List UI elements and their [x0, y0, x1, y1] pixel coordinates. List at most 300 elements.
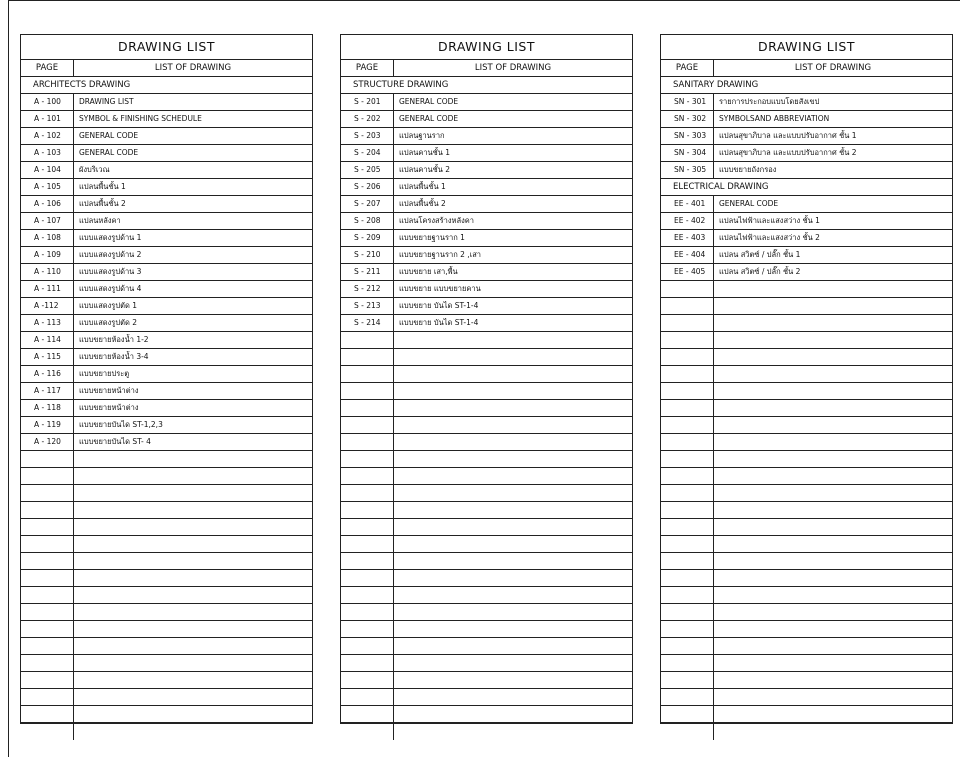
page-number-cell: [21, 638, 74, 654]
drawing-row: [21, 264, 312, 281]
empty-row: [341, 689, 632, 706]
page-number-cell: [661, 570, 714, 586]
page-number-cell: [21, 604, 74, 620]
drawing-name-cell: [714, 723, 952, 740]
drawing-name-cell: [394, 621, 632, 637]
drawing-name-cell: แบบขยาย บันได ST-1-4: [399, 301, 479, 310]
drawing-name-cell: แบบขยายหน้าต่าง: [79, 403, 139, 412]
page-number-cell: [21, 706, 74, 722]
drawing-name-cell: GENERAL CODE: [399, 114, 459, 123]
empty-row: [341, 451, 632, 468]
empty-row: [341, 366, 632, 383]
empty-row: [21, 604, 312, 621]
page-number-cell: [21, 621, 74, 637]
drawing-name-cell: [714, 502, 952, 518]
drawing-name-cell: [714, 451, 952, 467]
page-number-cell: [661, 400, 714, 416]
empty-row: [341, 417, 632, 434]
page-number-cell: EE - 404: [661, 247, 714, 263]
drawing-name-cell: แบบขยายฐานราก 2 ,เสา: [399, 250, 482, 259]
page-number-cell: [341, 638, 394, 654]
drawing-name-cell: [74, 604, 312, 620]
page-number-cell: [661, 621, 714, 637]
empty-row: [341, 604, 632, 621]
empty-row: [341, 502, 632, 519]
table-header-row: [341, 60, 632, 77]
drawing-row: [21, 247, 312, 264]
page-number-cell: [661, 298, 714, 314]
page-number-cell: S - 208: [341, 213, 394, 229]
page-number-cell: [661, 417, 714, 433]
page-number-cell: [21, 485, 74, 501]
drawing-name-cell: [74, 519, 312, 535]
page-number-cell: S - 211: [341, 264, 394, 280]
drawing-name-cell: [394, 706, 632, 722]
drawing-name-cell: [714, 417, 952, 433]
page-number-cell: A - 104: [21, 162, 74, 178]
empty-row: [341, 400, 632, 417]
list-of-drawing-column-header: LIST OF DRAWING: [794, 63, 872, 73]
drawing-name-cell: [714, 536, 952, 552]
page-number-cell: [341, 604, 394, 620]
drawing-name-cell: [74, 570, 312, 586]
page-number-cell: [341, 332, 394, 348]
page-number-cell: S - 209: [341, 230, 394, 246]
sheet-title: DRAWING LIST: [661, 35, 952, 60]
drawing-row: [341, 281, 632, 298]
empty-row: [21, 451, 312, 468]
page-number-cell: S - 212: [341, 281, 394, 297]
drawing-name-cell: แบบแสดงรูปด้าน 2: [79, 250, 142, 259]
drawing-name-cell: [714, 400, 952, 416]
drawing-name-cell: [74, 536, 312, 552]
empty-row: [21, 587, 312, 604]
drawing-name-cell: [714, 655, 952, 671]
page-number-cell: [661, 536, 714, 552]
drawing-name-cell: [714, 468, 952, 484]
drawing-row: [661, 162, 952, 179]
page-number-cell: EE - 405: [661, 264, 714, 280]
page-number-cell: EE - 403: [661, 230, 714, 246]
page-number-cell: A - 107: [21, 213, 74, 229]
empty-row: [21, 621, 312, 638]
drawing-name-cell: แปลนสุขาภิบาล และแบบปรับอากาศ ชั้น 2: [719, 148, 857, 157]
drawing-name-cell: [394, 366, 632, 382]
page-number-cell: [341, 587, 394, 603]
page-number-cell: [661, 689, 714, 705]
page-number-cell: [661, 468, 714, 484]
page-number-cell: [341, 672, 394, 688]
empty-row: [341, 672, 632, 689]
page-number-cell: SN - 302: [661, 111, 714, 127]
drawing-row: [341, 196, 632, 213]
page-number-cell: A - 110: [21, 264, 74, 280]
drawing-name-cell: แบบขยายห้องน้ำ 3-4: [79, 352, 149, 361]
empty-row: [661, 315, 952, 332]
drawing-name-cell: แปลนพื้นชั้น 1: [79, 182, 126, 191]
empty-row: [21, 638, 312, 655]
section-heading: STRUCTURE DRAWING: [353, 80, 449, 90]
page-number-cell: S - 206: [341, 179, 394, 195]
drawing-name-cell: แปลนพื้นชั้น 2: [79, 199, 126, 208]
drawing-name-cell: [714, 315, 952, 331]
drawing-row: [661, 196, 952, 213]
page-number-cell: [21, 587, 74, 603]
page-number-cell: S - 201: [341, 94, 394, 110]
drawing-row: [21, 230, 312, 247]
drawing-name-cell: แปลน สวิตซ์ / ปลั๊ก ชั้น 2: [719, 267, 801, 276]
drawing-name-cell: [714, 349, 952, 365]
page-number-cell: A - 108: [21, 230, 74, 246]
drawing-name-cell: แบบแสดงรูปด้าน 3: [79, 267, 142, 276]
empty-row: [341, 383, 632, 400]
drawing-name-cell: [394, 434, 632, 450]
drawing-name-cell: แปลนโครงสร้างหลังคา: [399, 216, 474, 225]
drawing-name-cell: รายการประกอบแบบโดยสังเขป: [719, 97, 820, 106]
empty-row: [341, 536, 632, 553]
drawing-name-cell: [394, 417, 632, 433]
page-number-cell: SN - 305: [661, 162, 714, 178]
drawing-row: [21, 298, 312, 315]
page-number-cell: SN - 303: [661, 128, 714, 144]
page-number-cell: S - 207: [341, 196, 394, 212]
drawing-name-cell: [394, 604, 632, 620]
page-number-cell: [341, 400, 394, 416]
drawing-row: [21, 332, 312, 349]
drawing-name-cell: [74, 621, 312, 637]
section-heading: ARCHITECTS DRAWING: [33, 80, 131, 90]
page-number-cell: [341, 349, 394, 365]
drawing-name-cell: [714, 281, 952, 297]
drawing-name-cell: [394, 332, 632, 348]
drawing-name-cell: แบบขยายบันได ST-1,2,3: [79, 420, 163, 429]
page-number-cell: [661, 672, 714, 688]
drawing-name-cell: GENERAL CODE: [79, 131, 139, 140]
table-header-row: [661, 60, 952, 77]
empty-row: [661, 281, 952, 298]
section-heading-row: [661, 179, 952, 196]
empty-row: [21, 655, 312, 672]
drawing-name-cell: [74, 706, 312, 722]
empty-row: [661, 689, 952, 706]
empty-row: [21, 485, 312, 502]
page-number-cell: A - 114: [21, 332, 74, 348]
drawing-name-cell: [714, 570, 952, 586]
page-number-cell: [661, 604, 714, 620]
section-heading-row: [21, 77, 312, 94]
empty-row: [21, 570, 312, 587]
drawing-name-cell: แปลนคานชั้น 1: [399, 148, 451, 157]
drawing-name-cell: SYMBOL & FINISHING SCHEDULE: [79, 114, 202, 123]
drawing-row: [341, 213, 632, 230]
drawing-name-cell: แบบขยาย เสา,พื้น: [399, 267, 458, 276]
page-number-cell: [341, 655, 394, 671]
page-number-cell: [341, 553, 394, 569]
empty-row: [661, 417, 952, 434]
drawing-row: [661, 111, 952, 128]
drawing-name-cell: [74, 485, 312, 501]
page-frame-left: [8, 0, 9, 757]
drawing-name-cell: [714, 604, 952, 620]
empty-row: [661, 570, 952, 587]
page-number-cell: [661, 451, 714, 467]
page-number-cell: [21, 570, 74, 586]
empty-row: [341, 519, 632, 536]
empty-row: [661, 451, 952, 468]
page-number-cell: A - 116: [21, 366, 74, 382]
drawing-name-cell: GENERAL CODE: [719, 199, 779, 208]
empty-row: [661, 485, 952, 502]
page-number-cell: A - 102: [21, 128, 74, 144]
drawing-name-cell: แบบแสดงรูปตัด 1: [79, 301, 137, 310]
empty-row: [341, 655, 632, 672]
page-number-cell: [341, 468, 394, 484]
page-number-cell: A - 101: [21, 111, 74, 127]
empty-row: [21, 553, 312, 570]
drawing-name-cell: [74, 638, 312, 654]
drawing-row: [21, 111, 312, 128]
page-number-cell: [661, 723, 714, 740]
drawing-row: [341, 264, 632, 281]
drawing-name-cell: [74, 587, 312, 603]
drawing-name-cell: [394, 655, 632, 671]
page-number-cell: [341, 434, 394, 450]
drawing-name-cell: แบบขยาย แบบขยายคาน: [399, 284, 481, 293]
drawing-row: [661, 247, 952, 264]
drawing-name-cell: แบบขยายบันได ST- 4: [79, 437, 151, 446]
drawing-name-cell: [394, 536, 632, 552]
page-number-cell: [661, 281, 714, 297]
drawing-name-cell: [714, 553, 952, 569]
page-number-cell: A - 109: [21, 247, 74, 263]
page-number-cell: [661, 655, 714, 671]
drawing-row: [21, 145, 312, 162]
empty-row: [21, 502, 312, 519]
empty-row: [661, 723, 952, 740]
empty-row: [21, 689, 312, 706]
drawing-name-cell: [714, 638, 952, 654]
drawing-row: [661, 145, 952, 162]
drawing-name-cell: [394, 570, 632, 586]
page-number-cell: [661, 706, 714, 722]
drawing-name-cell: [394, 587, 632, 603]
page-number-cell: [661, 315, 714, 331]
drawing-name-cell: [714, 706, 952, 722]
empty-row: [661, 298, 952, 315]
drawing-name-cell: แปลนไฟฟ้าและแสงสว่าง ชั้น 2: [719, 233, 820, 242]
drawing-name-cell: ผังบริเวณ: [79, 165, 110, 174]
empty-row: [661, 383, 952, 400]
drawing-row: [341, 94, 632, 111]
page-number-cell: [661, 332, 714, 348]
page-number-cell: S - 204: [341, 145, 394, 161]
empty-row: [341, 349, 632, 366]
empty-row: [661, 400, 952, 417]
page-number-cell: [661, 553, 714, 569]
drawing-row: [21, 417, 312, 434]
drawing-name-cell: [714, 332, 952, 348]
drawing-row: [21, 128, 312, 145]
page-number-cell: SN - 304: [661, 145, 714, 161]
drawing-row: [341, 111, 632, 128]
page-number-cell: [661, 519, 714, 535]
drawing-name-cell: [714, 434, 952, 450]
page-number-cell: S - 214: [341, 315, 394, 331]
page-number-cell: [341, 383, 394, 399]
drawing-row: [661, 264, 952, 281]
drawing-name-cell: แบบแสดงรูปด้าน 1: [79, 233, 142, 242]
page-number-cell: S - 202: [341, 111, 394, 127]
empty-row: [21, 706, 312, 723]
page-number-cell: [21, 519, 74, 535]
drawing-name-cell: [394, 689, 632, 705]
page-number-cell: [661, 349, 714, 365]
drawing-name-cell: [394, 519, 632, 535]
drawing-row: [341, 298, 632, 315]
page-number-cell: [21, 723, 74, 740]
empty-row: [21, 468, 312, 485]
empty-row: [341, 434, 632, 451]
page-number-cell: A - 106: [21, 196, 74, 212]
page-number-cell: [341, 723, 394, 740]
page-number-cell: [341, 485, 394, 501]
page-number-cell: [661, 587, 714, 603]
page-number-cell: A - 105: [21, 179, 74, 195]
drawing-row: [21, 383, 312, 400]
drawing-name-cell: [394, 672, 632, 688]
page-number-cell: A - 111: [21, 281, 74, 297]
empty-row: [661, 553, 952, 570]
empty-row: [21, 519, 312, 536]
drawing-name-cell: [714, 587, 952, 603]
section-heading: ELECTRICAL DRAWING: [673, 182, 769, 192]
page-number-cell: A -112: [21, 298, 74, 314]
empty-row: [661, 468, 952, 485]
drawing-list-sheet-structure: [340, 34, 633, 724]
page-number-cell: A - 118: [21, 400, 74, 416]
page-number-cell: [661, 502, 714, 518]
page-number-cell: [661, 383, 714, 399]
list-of-drawing-column-header: LIST OF DRAWING: [154, 63, 232, 73]
page-number-cell: [341, 519, 394, 535]
drawing-row: [21, 196, 312, 213]
page-number-cell: [341, 366, 394, 382]
drawing-name-cell: [394, 723, 632, 740]
page-column-header: PAGE: [21, 60, 74, 76]
drawing-name-cell: [74, 689, 312, 705]
section-heading-row: [661, 77, 952, 94]
page-number-cell: [21, 553, 74, 569]
page-number-cell: A - 117: [21, 383, 74, 399]
empty-row: [341, 468, 632, 485]
empty-row: [661, 672, 952, 689]
drawing-row: [341, 145, 632, 162]
drawing-row: [661, 230, 952, 247]
drawing-name-cell: แปลนฐานราก: [399, 131, 445, 140]
drawing-name-cell: แบบขยายถังกรอง: [719, 165, 777, 174]
page-number-cell: [341, 570, 394, 586]
page-number-cell: [21, 502, 74, 518]
drawing-row: [21, 162, 312, 179]
drawing-name-cell: [74, 468, 312, 484]
page-number-cell: [661, 638, 714, 654]
drawing-name-cell: [394, 485, 632, 501]
empty-row: [661, 638, 952, 655]
section-heading-row: [341, 77, 632, 94]
page-number-cell: S - 213: [341, 298, 394, 314]
drawing-name-cell: แปลน สวิตซ์ / ปลั๊ก ชั้น 1: [719, 250, 801, 259]
page-number-cell: [21, 689, 74, 705]
page-number-cell: EE - 402: [661, 213, 714, 229]
page-number-cell: A - 115: [21, 349, 74, 365]
page-number-cell: [341, 706, 394, 722]
drawing-name-cell: [394, 468, 632, 484]
empty-row: [661, 332, 952, 349]
drawing-row: [341, 128, 632, 145]
empty-row: [341, 553, 632, 570]
page-number-cell: [21, 672, 74, 688]
empty-row: [21, 536, 312, 553]
drawing-row: [661, 128, 952, 145]
page-number-cell: A - 113: [21, 315, 74, 331]
drawing-name-cell: [74, 655, 312, 671]
empty-row: [661, 349, 952, 366]
drawing-name-cell: [714, 689, 952, 705]
drawing-name-cell: แปลนสุขาภิบาล และแบบปรับอากาศ ชั้น 1: [719, 131, 857, 140]
page-number-cell: [341, 536, 394, 552]
page-number-cell: S - 205: [341, 162, 394, 178]
page-number-cell: [21, 451, 74, 467]
empty-row: [341, 485, 632, 502]
sheet-title: DRAWING LIST: [21, 35, 312, 60]
empty-row: [21, 723, 312, 740]
drawing-name-cell: [74, 502, 312, 518]
drawing-name-cell: DRAWING LIST: [79, 97, 134, 106]
page-number-cell: [21, 655, 74, 671]
empty-row: [661, 519, 952, 536]
empty-row: [661, 366, 952, 383]
empty-row: [661, 655, 952, 672]
drawing-row: [341, 247, 632, 264]
drawing-list-sheet-architects: [20, 34, 313, 724]
drawing-name-cell: แปลนหลังคา: [79, 216, 121, 225]
empty-row: [661, 621, 952, 638]
drawing-row: [341, 162, 632, 179]
table-header-row: [21, 60, 312, 77]
page-number-cell: [341, 689, 394, 705]
drawing-row: [21, 213, 312, 230]
drawing-name-cell: แบบขยายฐานราก 1: [399, 233, 465, 242]
empty-row: [661, 587, 952, 604]
drawing-name-cell: [714, 485, 952, 501]
drawing-name-cell: แบบแสดงรูปตัด 2: [79, 318, 137, 327]
empty-row: [661, 706, 952, 723]
drawing-row: [661, 213, 952, 230]
empty-row: [341, 332, 632, 349]
drawing-name-cell: [394, 400, 632, 416]
drawing-name-cell: [394, 383, 632, 399]
drawing-row: [21, 94, 312, 111]
page-number-cell: A - 119: [21, 417, 74, 433]
drawing-name-cell: แปลนพื้นชั้น 1: [399, 182, 446, 191]
drawing-name-cell: [714, 298, 952, 314]
drawing-name-cell: GENERAL CODE: [79, 148, 139, 157]
drawing-name-cell: แบบขยายหน้าต่าง: [79, 386, 139, 395]
empty-row: [21, 672, 312, 689]
drawing-name-cell: [714, 621, 952, 637]
empty-row: [341, 723, 632, 740]
drawing-row: [21, 349, 312, 366]
